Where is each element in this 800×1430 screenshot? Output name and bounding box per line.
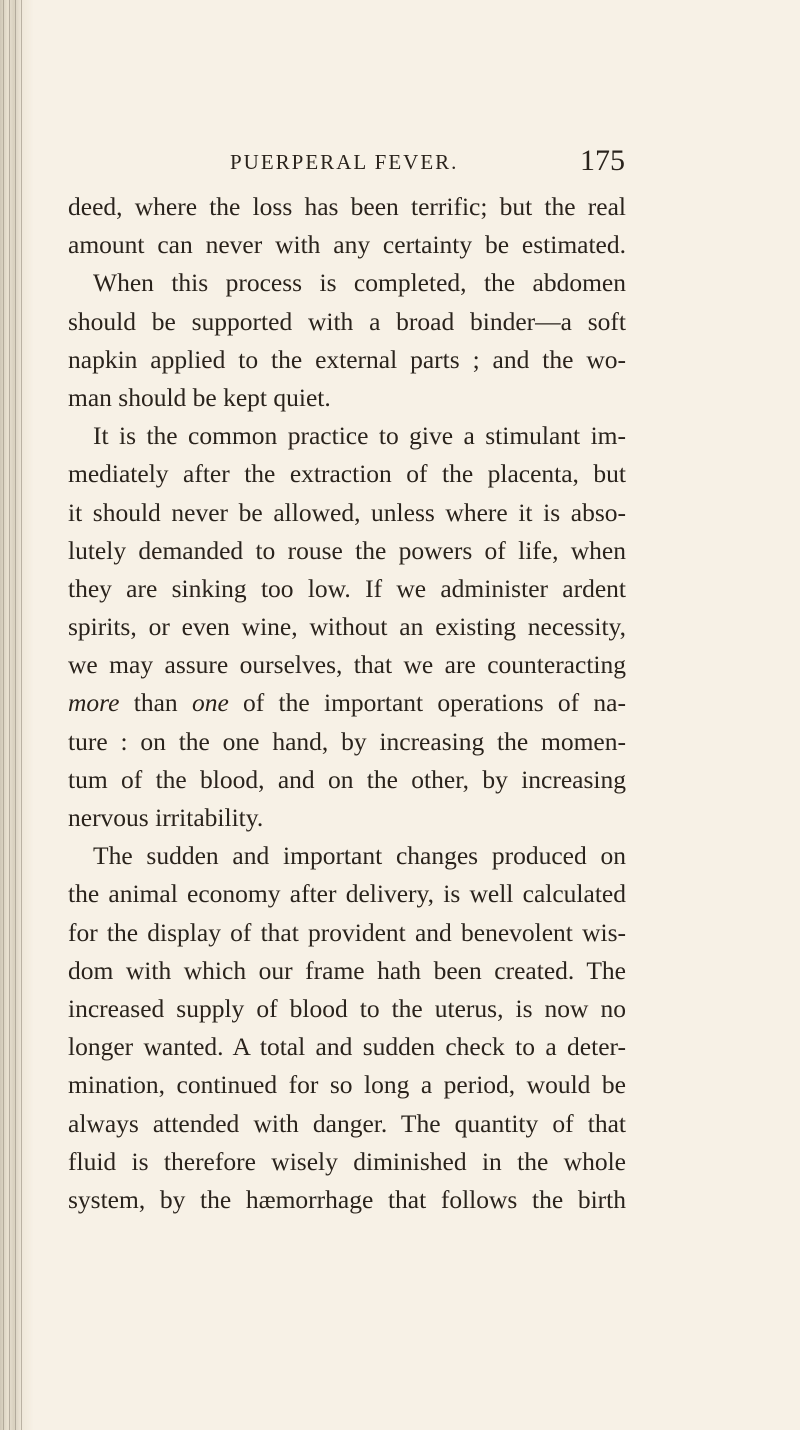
text-line: nervous irritability. bbox=[68, 803, 264, 832]
text-line: spirits, or even wine, without an existing necessity, bbox=[68, 612, 626, 642]
text-line: mediately after the extraction of the placenta, but bbox=[68, 459, 626, 489]
text-line: should be supported with a broad binder—a soft bbox=[68, 306, 626, 336]
book-gutter bbox=[0, 0, 34, 1430]
text-line: always attended with danger. The quantity of that bbox=[68, 1108, 626, 1138]
text-line: increased supply of blood to the uterus, is now no bbox=[68, 993, 626, 1023]
text-line: it should never be allowed, unless where it is abso- bbox=[68, 497, 626, 527]
gutter-edge-line bbox=[9, 0, 10, 1430]
text-line: the animal economy after delivery, is well calculated bbox=[68, 879, 626, 909]
page-header bbox=[230, 144, 625, 184]
text-line: tum of the blood, and on the other, by increasing bbox=[68, 764, 626, 794]
text-line: for the display of that provident and benevolent wis- bbox=[68, 917, 626, 947]
text-line: When this process is completed, the abdomen bbox=[93, 268, 626, 298]
text-line: they are sinking too low. If we administer ardent bbox=[68, 573, 626, 603]
gutter-edge-line bbox=[15, 0, 16, 1430]
text-line: longer wanted. A total and sudden check to a deter- bbox=[68, 1032, 626, 1062]
gutter-edge-line bbox=[21, 0, 22, 1430]
text-line: deed, where the loss has been terrific; but the real bbox=[68, 192, 626, 221]
text-line: napkin applied to the external parts ; and the wo- bbox=[68, 344, 626, 374]
text-line: amount can never with any certainty be estimated. bbox=[68, 230, 626, 260]
text-line: fluid is therefore wisely diminished in the whole bbox=[68, 1146, 626, 1176]
text-line: It is the common practice to give a stimulant im- bbox=[93, 421, 626, 451]
text-line: The sudden and important changes produced on bbox=[93, 841, 626, 871]
text-line bbox=[68, 684, 626, 722]
text-span: of the important operations of na- bbox=[228, 688, 626, 718]
gutter-edge-line bbox=[3, 0, 4, 1430]
italic-word: one bbox=[191, 688, 229, 718]
text-line: dom with which our frame hath been created. The bbox=[68, 955, 626, 985]
text-span: than bbox=[119, 688, 192, 718]
text-line: man should be kept quiet. bbox=[68, 382, 331, 412]
text-line: ture : on the one hand, by increasing the momen- bbox=[68, 726, 626, 756]
italic-word: more bbox=[68, 688, 120, 718]
running-title: PUERPERAL FEVER. bbox=[230, 150, 459, 174]
text-line: lutely demanded to rouse the powers of life, when bbox=[68, 535, 626, 565]
text-line: system, by the hæmorrhage that follows the birth bbox=[68, 1184, 626, 1214]
text-line: we may assure ourselves, that we are counteracting bbox=[68, 650, 626, 680]
text-line: mination, continued for so long a period, would be bbox=[68, 1070, 626, 1100]
page-number: 175 bbox=[580, 144, 625, 177]
body-text bbox=[68, 188, 626, 1219]
